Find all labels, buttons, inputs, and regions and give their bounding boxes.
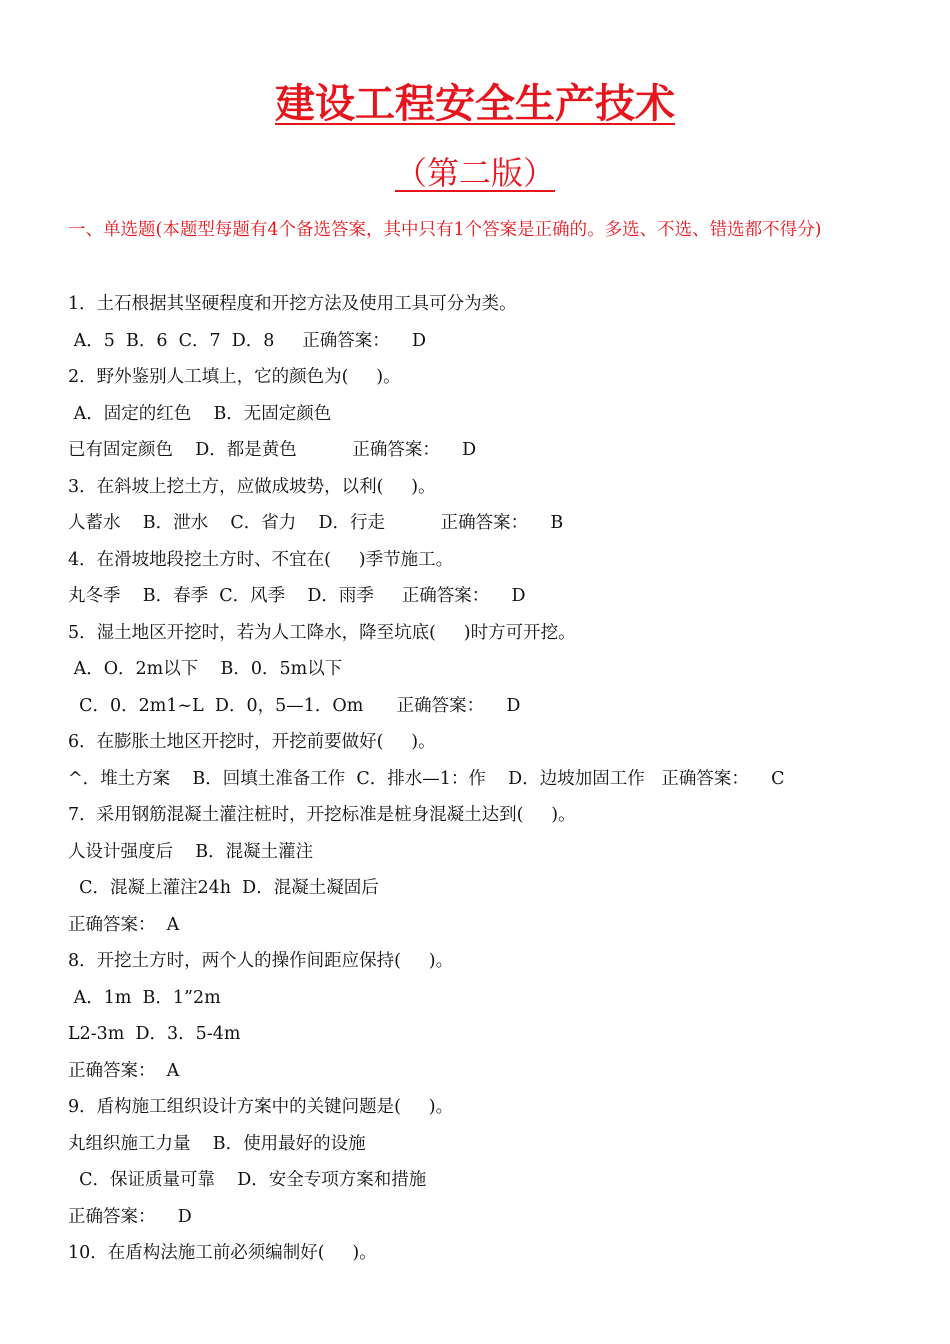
text-line: 正确答案： A	[68, 1060, 180, 1081]
text-line: C．混凝上灌注24h D．混凝土凝固后	[68, 878, 379, 898]
text-line: 已有固定颜色 D．都是黄色 正确答案： D	[68, 440, 477, 460]
text-line: 人设计强度后 B．混凝土灌注	[68, 841, 314, 862]
text-line: 10．在盾构法施工前必须编制好( )。	[68, 1243, 377, 1263]
text-line: ^．堆土方案 B．回填土准备工作 C．排水—1：作 D．边坡加固工作 正确答案： C	[68, 768, 785, 789]
text-line: 正确答案： D	[68, 1206, 192, 1227]
text-line: C．保证质量可靠 D．安全专项方案和措施	[68, 1170, 427, 1190]
section-heading: 一、单选题(本题型每题有4个备选答案，其中只有1个答案是正确的。多选、不选、错选都不得分)	[68, 220, 822, 240]
text-line: L2-3m D．3．5-4m	[68, 1024, 241, 1044]
text-line: 6．在膨胀土地区开挖时，开挖前要做好( )。	[68, 732, 436, 752]
text-line: A．O．2m以下 B．0．5m以下	[68, 659, 343, 679]
text-line: 9．盾构施工组织设计方案中的关键问题是( )。	[68, 1097, 454, 1117]
text-line: 正确答案： A	[68, 914, 180, 935]
text-line: A．固定的红色 B．无固定颜色	[68, 403, 332, 424]
text-line: 3．在斜坡上挖土方，应做成坡势，以利( )。	[68, 476, 436, 497]
document-title	[0, 76, 950, 132]
text-line: 人蓄水 B．泄水 C．省力 D．行走 正确答案： B	[68, 513, 564, 533]
text-line: 7．采用钢筋混凝土灌注桩时，开挖标准是桩身混凝土达到( )。	[68, 805, 576, 825]
text-line: 1．土石根据其坚硬程度和开挖方法及使用工具可分为类。	[68, 294, 517, 314]
document-title-text: 建设工程安全生产技术	[275, 80, 675, 127]
question-list	[68, 286, 918, 1272]
document-subtitle-text: （第二版）	[394, 154, 555, 192]
text-line: 8．开挖土方时，两个人的操作间距应保持( )。	[68, 951, 454, 971]
text-line: 5．湿土地区开挖时，若为人工降水，降至坑底( )时方可开挖。	[68, 622, 576, 643]
text-line: A．5 B．6 C．7 D．8 正确答案： D	[68, 330, 426, 351]
text-line: 丸组织施工力量 B．使用最好的设施	[68, 1133, 366, 1154]
text-line: C．0．2m1~L D．0，5—1．Om 正确答案： D	[68, 695, 521, 716]
text-line: 2．野外鉴别人工填上，它的颜色为( )。	[68, 367, 401, 387]
text-line: 4．在滑坡地段挖土方时、不宜在( )季节施工。	[68, 549, 454, 570]
document-subtitle	[0, 150, 950, 196]
text-line: A．1m B．1”2m	[68, 987, 221, 1008]
text-line: 丸冬季 B．春季 C．风季 D．雨季 正确答案： D	[68, 586, 526, 606]
